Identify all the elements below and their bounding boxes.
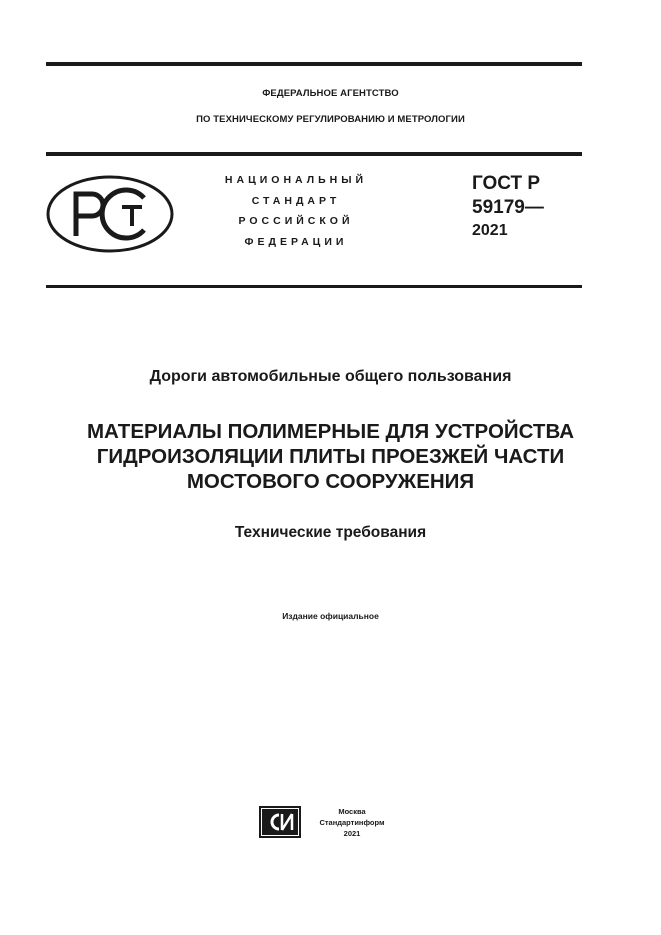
document-subtitle: Дороги автомобильные общего пользования: [149, 368, 512, 385]
document-title: [0, 419, 661, 494]
national-line: ФЕДЕРАЦИИ: [244, 235, 348, 248]
national-line: НАЦИОНАЛЬНЫЙ: [224, 174, 368, 186]
gost-code: [472, 172, 544, 220]
publisher-imprint: [304, 806, 400, 839]
national-line: СТАНДАРТ: [251, 194, 341, 207]
agency-line-1: ФЕДЕРАЛЬНОЕ АГЕНТСТВО: [262, 88, 399, 99]
header-rule: [46, 152, 582, 156]
national-standard-label: [196, 170, 396, 252]
edition-note: Издание официальное: [282, 611, 379, 621]
title-line: МАТЕРИАЛЫ ПОЛИМЕРНЫЕ ДЛЯ УСТРОЙСТВА: [86, 420, 575, 443]
rst-certification-logo-icon: [46, 174, 174, 254]
gost-code-line-2: 59179—: [472, 197, 544, 218]
publisher-year: 2021: [343, 829, 361, 838]
title-line: МОСТОВОГО СООРУЖЕНИЯ: [186, 470, 475, 493]
national-line: РОССИЙСКОЙ: [238, 215, 354, 227]
top-rule: [46, 62, 582, 66]
standard-block-rule: [46, 285, 582, 288]
agency-line-2: ПО ТЕХНИЧЕСКОМУ РЕГУЛИРОВАНИЮ И МЕТРОЛОГИИ: [196, 114, 465, 125]
publisher-city: Москва: [338, 807, 366, 816]
title-line: ГИДРОИЗОЛЯЦИИ ПЛИТЫ ПРОЕЗЖЕЙ ЧАСТИ: [96, 445, 565, 468]
standartinform-logo-icon: [259, 806, 301, 838]
publisher-name: Стандартинформ: [319, 818, 385, 827]
gost-code-line-1: ГОСТ Р: [472, 173, 541, 194]
document-kind: Технические требования: [234, 524, 427, 541]
gost-year: 2021: [472, 222, 508, 239]
